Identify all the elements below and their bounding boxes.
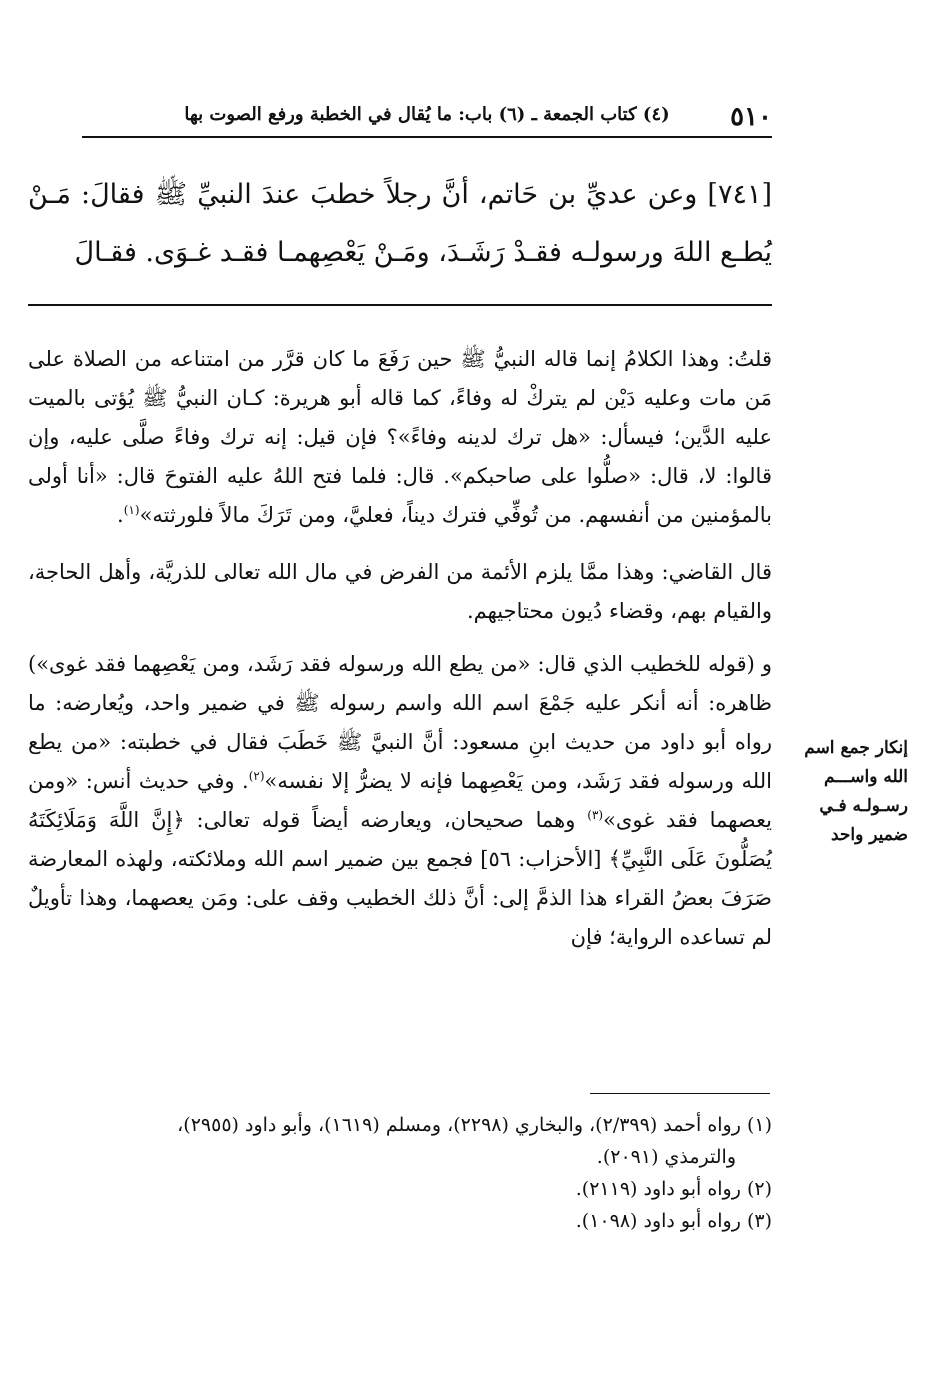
marginal-note [780,734,908,850]
commentary-paragraph-3-part-a: و (قوله للخطيب الذي قال: «من يطع الله ورسوله فقد رَشَد، ومن يَعْصِهما فقد غوى») ظاهره: أنه أنكر عليه جَمْعَ اسم الله واسم رسوله ﷺ في ضمير واحد، ويُعارضه: ما رواه أبو داود من حديث ابنِ مسعود: أنَّ النبيَّ ﷺ خَطَبَ فقال في خطبته: «من يطع الله ورسوله فقد رَشَد، ومن يَعْصِهما فإنه لا يضرُّ إلا نفسه» [28,652,772,793]
footnote-1: (١) رواه أحمد (٢/٣٩٩)، والبخاري (٢٢٩٨)، ومسلم (١٦١٩)، وأبو داود (٢٩٥٥)، [177,1114,772,1136]
page-number: ٥١٠ [730,102,772,132]
footnote-3: (٣) رواه أبو داود (١٠٩٨). [575,1210,772,1232]
page-header [82,100,772,138]
footnote-1-continuation: والترمذي (٢٠٩١). [596,1146,736,1168]
footnote-2: (٢) رواه أبو داود (٢١١٩). [575,1178,772,1200]
section-divider [28,304,772,306]
commentary-paragraph-2: قال القاضي: وهذا ممَّا يلزم الأئمة من الفرض في مال الله تعالى للذريَّة، وأهل الحاجة، والقيام بهم، وقضاء دُيون محتاجيهم. [28,560,772,623]
marginal-note-line: رسـولـه فـي [819,796,908,816]
hadith-text: [٧٤١] وعن عديِّ بن حَاتم، أنَّ رجلاً خطبَ عندَ النبيِّ ﷺ فقالَ: مَـنْ يُطـع اللهَ ورسولـه فقـدْ رَشَـدَ، ومَـنْ يَعْصِهمـا فقـد غـوَى. فقـالَ [28,179,772,268]
footnotes [28,1110,772,1238]
footnote-divider [590,1093,770,1094]
marginal-note-line: إنكار جمع اسم [804,738,908,758]
footnote-ref-3: (٣) [587,808,604,822]
marginal-note-line: ضمير واحد [830,825,908,845]
footnote-ref-1: (١) [123,503,140,517]
commentary-paragraph-3 [28,645,772,957]
marginal-note-line: الله واســـم [824,767,908,787]
commentary-paragraph-1-end: . [117,503,124,527]
commentary-paragraph-3-part-b: . وفي حديث أنس: «ومن يعصهما فقد غوى» [28,769,772,832]
commentary-paragraph-1 [28,340,772,535]
commentary-paragraph-3-part-c: وهما صحيحان، ويعارضه أيضاً قوله تعالى: ﴿إِنَّ اللَّهَ وَمَلَائِكَتَهُ يُصَلُّونَ عَلَى النَّبِيِّ﴾ [الأحزاب: ٥٦] فجمع بين ضمير اسم الله وملائكته، ولهذه المعارضة صَرَفَ بعضُ القراء هذا الذمَّ إلى: أنَّ ذلك الخطيب وقف على: ومَن يعصهما، وهذا تأويلٌ لم تساعده الرواية؛ فإن [28,808,772,949]
footnote-ref-2: (٢) [248,769,265,783]
commentary-paragraph-1-text: قلتُ: وهذا الكلامُ إنما قاله النبيُّ ﷺ حين رَفَعَ ما كان قرَّر من امتناعه من الصلاة على مَن مات وعليه دَيْن لم يتركْ له وفاءً، كما قاله أبو هريرة: كـان النبيُّ ﷺ يُؤتى بالميت عليه الدَّين؛ فيسأل: «هل ترك لدينه وفاءً»؟ فإن قيل: إنه ترك وفاءً صلَّى عليه، وإن قالوا: لا، قال: «صلُّوا على صاحبكم». قال: فلما فتح اللهُ عليه الفتوحَ قال: «أنا أولى بالمؤمنين من أنفسهم. من تُوفِّي فترك ديناً، فعليَّ، ومن تَرَكَ مالاً فلورثته» [28,347,772,527]
running-head: (٤) كتاب الجمعة ـ (٦) باب: ما يُقال في الخطبة ورفع الصوت بها [184,104,670,125]
commentary-block [28,340,772,957]
hadith-text-block [28,166,772,282]
